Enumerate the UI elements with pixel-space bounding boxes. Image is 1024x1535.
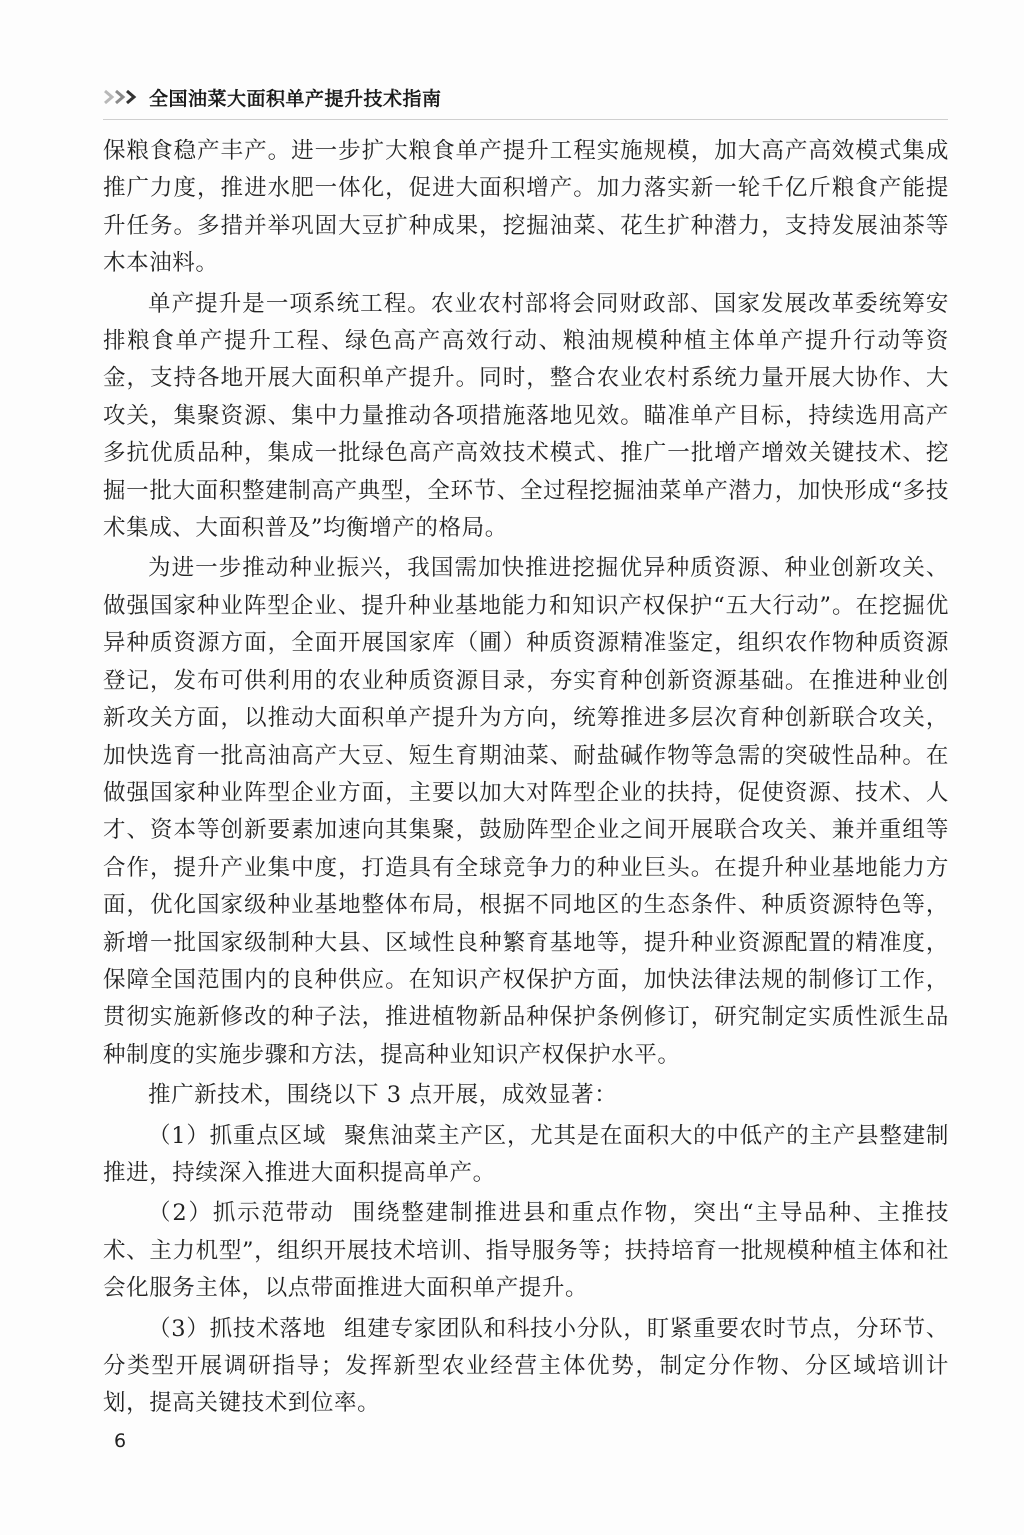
paragraph-seed-industry: 为进一步推动种业振兴，我国需加快推进挖掘优异种质资源、种业创新攻关、做强国家种业阵型企业、提升种业基地能力和知识产权保护“五大行动”。在挖掘优异种质资源方面，全面开展国家库（圃）种质资源精准鉴定，组织农作物种质资源登记，发布可供利用的农业种质资源目录，夯实育种创新资源基础。在推进种业创新攻关方面，以推动大面积单产提升为方向，统筹推进多层次育种创新联合攻关，加快选育一批高油高产大豆、短生育期油菜、耐盐碱作物等急需的突破性品种。在做强国家种业阵型企业方面，主要以加大对阵型企业的扶持，促使资源、技术、人才、资本等创新要素加速向其集聚，鼓励阵型企业之间开展联合攻关、兼并重组等合作，提升产业集中度，打造具有全球竞争力的种业巨头。在提升种业基地能力方面，优化国家级种业基地整体布局，根据不同地区的生态条件、种质资源特色等，新增一批国家级制种大县、区域性良种繁育基地等，提升种业资源配置的精准度，保障全国范围内的良种供应。在知识产权保护方面，加快法律法规的制修订工作，贯彻实施新修改的种子法，推进植物新品种保护条例修订，研究制定实质性派生品种制度的实施步骤和方法，提高种业知识产权保护水平。 xyxy=(103,555,949,1068)
running-head-title: 全国油菜大面积单产提升技术指南 xyxy=(149,87,442,110)
triple-chevron-right-icon xyxy=(103,88,139,106)
paragraph-continuation: 保粮食稳产丰产。进一步扩大粮食单产提升工程实施规模，加大高产高效模式集成推广力度，推进水肥一体化，促进大面积增产。加力落实新一轮千亿斤粮食产能提升任务。多措并举巩固大豆扩种成果，挖掘油菜、花生扩种潜力，支持发展油茶等木本油料。 xyxy=(103,138,949,277)
body-text xyxy=(103,133,949,1423)
running-head xyxy=(103,82,442,112)
list-item-text: 围绕整建制推进县和重点作物，突出“主导品种、主推技术、主力机型”，组织开展技术培训、指导服务等；扶持培育一批规模种植主体和社会化服务主体，以点带面推进大面积单产提升。 xyxy=(103,1200,949,1302)
list-item-lead: （1）抓重点区域 xyxy=(148,1122,327,1149)
paragraph-new-technology: 推广新技术，围绕以下 3 点开展，成效显著： xyxy=(148,1082,618,1109)
list-item-key-areas xyxy=(103,1118,949,1193)
paragraph-unit-yield: 单产提升是一项系统工程。农业农村部将会同财政部、国家发展改革委统筹安排粮食单产提升工程、绿色高产高效行动、粮油规模种植主体单产提升行动等资金，支持各地开展大面积单产提升。同时，整合农业农村系统力量开展大协作、大攻关，集聚资源、集中力量推动各项措施落地见效。瞄准单产目标，持续选用高产多抗优质品种，集成一批绿色高产高效技术模式、推广一批增产增效关键技术、挖掘一批大面积整建制高产典型，全环节、全过程挖掘油菜单产潜力，加快形成“多技术集成、大面积普及”均衡增产的格局。 xyxy=(103,290,949,542)
list-item-text: 聚焦油菜主产区，尤其是在面积大的中低产的主产县整建制推进，持续深入推进大面积提高单产。 xyxy=(103,1122,949,1186)
page-number: 6 xyxy=(114,1430,127,1452)
list-item-text: 组建专家团队和科技小分队，盯紧重要农时节点，分环节、分类型开展调研指导；发挥新型农业经营主体优势，制定分作物、分区域培训计划，提高关键技术到位率。 xyxy=(103,1315,949,1417)
header-rule xyxy=(103,119,948,120)
list-item-implementation xyxy=(103,1311,949,1423)
list-item-demonstration xyxy=(103,1195,949,1307)
list-item-lead: （2）抓示范带动 xyxy=(148,1200,335,1227)
list-item-lead: （3）抓技术落地 xyxy=(148,1315,327,1342)
